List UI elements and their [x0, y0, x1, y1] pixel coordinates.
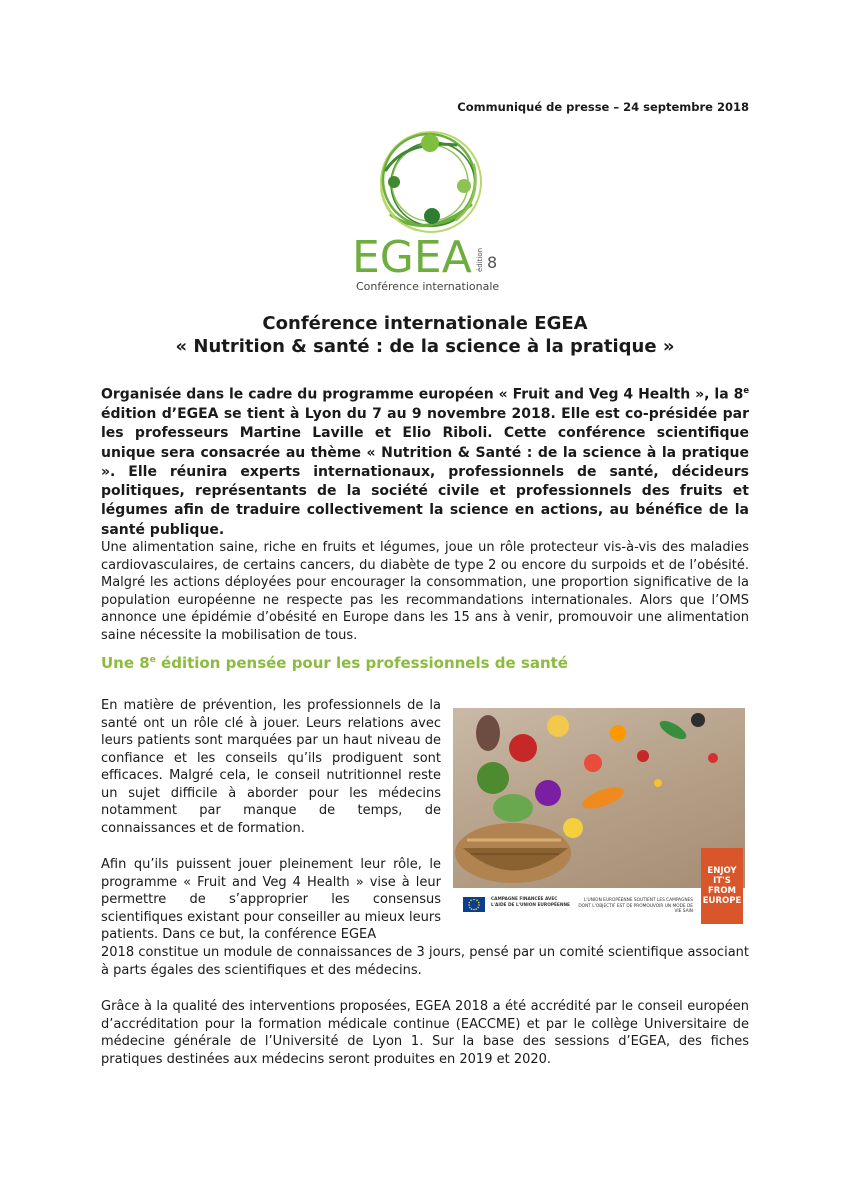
lead-text-end: édition d’EGEA se tient à Lyon du 7 au 9 novembre 2018. Elle est co-présidée par les professeurs Martine Laville et Elio Riboli. Cette conférence scientifique unique sera consacrée au thème « Nutrition & Santé : de la science à la pratique ». Elle réunira experts internationaux, professionnels de santé, décideurs politiques, représentants de la société civile et professionnels des fruits et légumes afin de traduire collectivement la science en actions, au bénéfice de la santé publique.: [101, 405, 749, 538]
eu-support-text: L'UNION EUROPÉENNE SOUTIENT LES CAMPAGNES DONT L'OBJECTIF EST DE PROMOUVOIR UN MODE DE VIE SAIN: [578, 898, 693, 914]
document-title: [100, 312, 750, 358]
section-heading-superscript: e: [149, 655, 156, 665]
column-paragraph-2: Afin qu’ils puissent jouer pleinement leur rôle, le programme « Fruit and Veg 4 Health » vise à leur permettre de s’approprier les consensus scientifiques existant pour conseiller au mieux leurs patients. Dans ce but, la conférence EGEA: [101, 857, 441, 942]
section-heading-start: Une 8: [101, 654, 150, 672]
lead-superscript: e: [743, 385, 749, 395]
eu-campaign-text: CAMPAGNE FINANCÉE AVEC L'AIDE DE L'UNION EUROPÉENNE: [491, 897, 570, 908]
eu-flag-icon: [463, 897, 485, 912]
enjoy-line-3: EUROPE: [702, 896, 742, 906]
press-release-date: Communiqué de presse – 24 septembre 2018: [457, 100, 749, 114]
lead-text-start: Organisée dans le cadre du programme européen « Fruit and Veg 4 Health », la 8: [101, 386, 744, 403]
logo-subtitle: Conférence internationale: [356, 280, 500, 293]
enjoy-europe-badge: [701, 848, 743, 924]
title-line-1: Conférence internationale EGEA: [262, 313, 588, 334]
logo-edition-word: édition: [476, 247, 484, 272]
title-line-2: « Nutrition & santé : de la science à la pratique »: [175, 336, 675, 357]
logo-edition-number: 8: [487, 253, 498, 272]
section-heading: [101, 654, 568, 672]
enjoy-line-1: ENJOY: [707, 866, 737, 876]
eu-stars-icon: [463, 897, 485, 912]
body-paragraph-2-continued: 2018 constitue un module de connaissances de 3 jours, pensé par un comité scientifique associant à parts égales des scientifiques et des médecins.: [101, 945, 749, 978]
egea-logo: [346, 120, 516, 300]
body-paragraph-1: Une alimentation saine, riche en fruits et légumes, joue un rôle protecteur vis-à-vis des maladies cardiovasculaires, de certains cancers, du diabète de type 2 ou encore du surpoids et de l’obésité. Malgré les actions déployées pour encourager la consommation, une proportion significative de la population européenne ne respecte pas les recommandations internationales. Alors que l’OMS annonce une épidémie d’obésité en Europe dans les 15 ans à venir, promouvoir une alimentation saine nécessite la mobilisation de tous.: [101, 540, 749, 643]
lead-paragraph: [101, 381, 749, 540]
logo-wordmark: EGEA: [352, 232, 472, 283]
body-paragraph-3: Grâce à la qualité des interventions proposées, EGEA 2018 a été accrédité par le conseil européen d’accréditation pour la formation médicale continue (EACCME) et par le collège Universitaire de médecine générale de l’Université de Lyon 1. Sur la base des sessions d’EGEA, des fiches pratiques destinées aux médecins seront produites en 2019 et 2020.: [101, 999, 749, 1067]
section-heading-end: édition pensée pour les professionnels de santé: [155, 654, 568, 672]
egea-logo-graphic: [346, 120, 516, 300]
column-paragraph-1: En matière de prévention, les professionnels de la santé ont un rôle clé à jouer. Leurs relations avec leurs patients sont marquées par un haut niveau de confiance et les conseils qu’ils prodiguent sont efficaces. Malgré cela, le conseil nutritionnel reste un sujet difficile à aborder pour les médecins notamment par manque de temps, de connaissances et de formation.: [101, 698, 441, 836]
vegetable-basket-image: [453, 708, 745, 926]
enjoy-line-2: IT'S FROM: [707, 876, 737, 896]
